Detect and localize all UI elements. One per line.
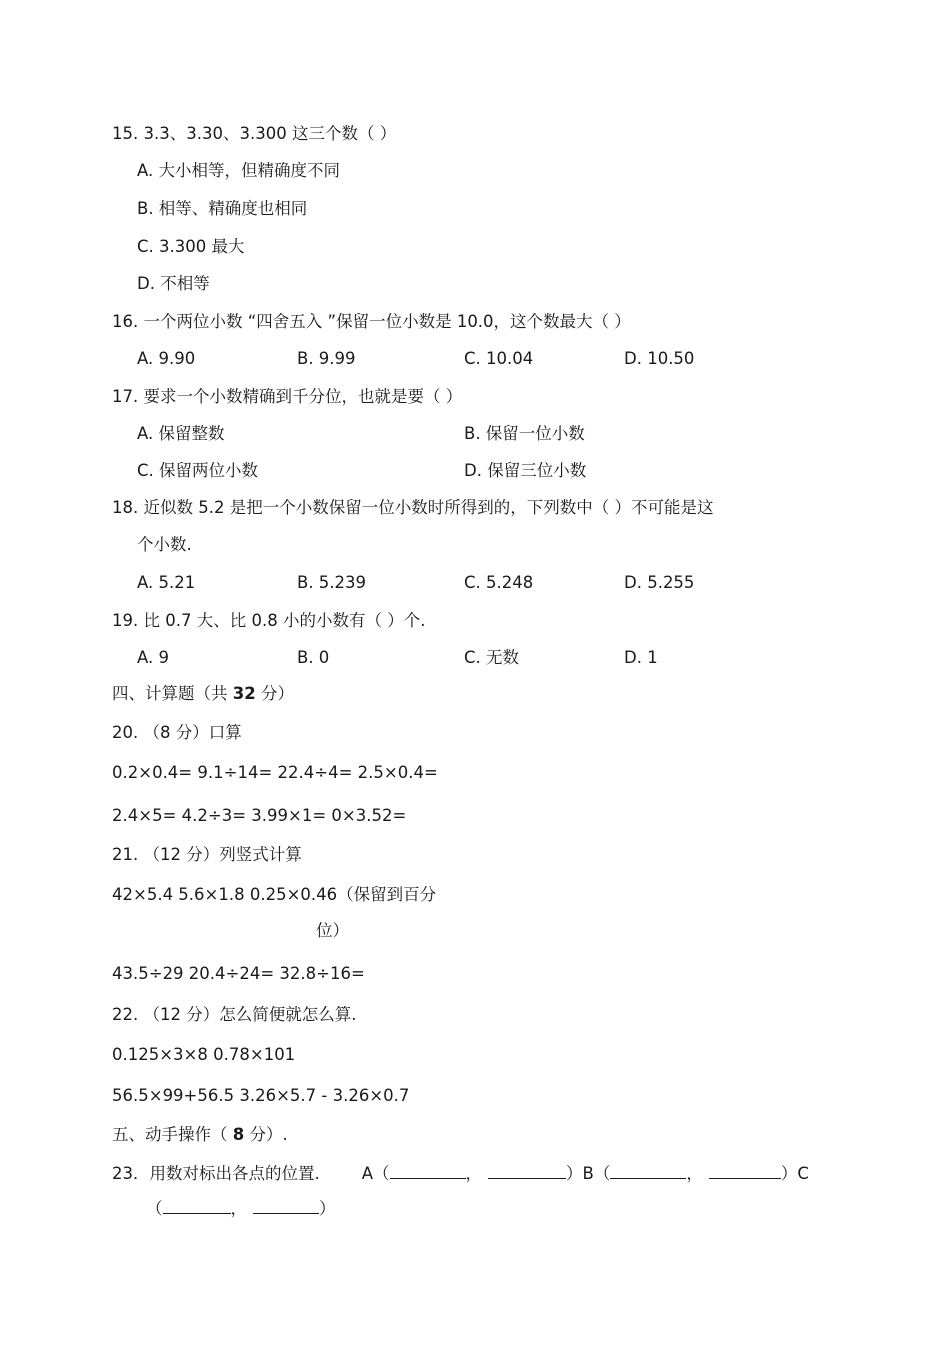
q18-option-a: A. 5.21 <box>137 573 196 592</box>
q20-stem: 20. （8 分）口算 <box>112 723 242 742</box>
q18-stem-line2: 个小数. <box>137 535 192 554</box>
q19-stem: 19. 比 0.7 大、比 0.8 小的小数有（ ）个. <box>112 611 426 630</box>
q18-option-d: D. 5.255 <box>624 573 695 592</box>
q23-stem: 23．用数对标出各点的位置. <box>112 1164 320 1183</box>
q21-row1: 42×5.4 5.6×1.8 0.25×0.46（保留到百分 <box>112 885 437 904</box>
q23-a-y-blank[interactable] <box>488 1164 566 1179</box>
q23-b-y-blank[interactable] <box>709 1164 781 1179</box>
q16-stem: 16. 一个两位小数 “四舍五入 ”保留一位小数是 10.0，这个数最大（ ） <box>112 312 631 331</box>
section5-points: 8 <box>232 1125 245 1144</box>
q16-option-b: B. 9.99 <box>297 349 356 368</box>
q19-option-b: B. 0 <box>297 648 330 667</box>
section4-heading: 四、计算题（共 32 分） <box>112 684 294 703</box>
q21-stem: 21. （12 分）列竖式计算 <box>112 845 302 864</box>
q17-option-d: D. 保留三位小数 <box>464 461 587 480</box>
q17-option-a: A. 保留整数 <box>137 424 225 443</box>
q17-option-c: C. 保留两位小数 <box>137 461 259 480</box>
q15-option-d: D. 不相等 <box>137 274 210 293</box>
q15-option-c: C. 3.300 最大 <box>137 237 245 256</box>
q15-option-b: B. 相等、精确度也相同 <box>137 199 308 218</box>
section4-points: 32 <box>232 684 256 703</box>
q22-stem: 22. （12 分）怎么简便就怎么算. <box>112 1005 357 1024</box>
q21-row2: 43.5÷29 20.4÷24= 32.8÷16= <box>112 964 365 983</box>
q23-line2: （ ， ） <box>146 1199 336 1218</box>
q19-option-c: C. 无数 <box>464 648 520 667</box>
q21-row1-cont: 位） <box>316 921 349 940</box>
q16-option-d: D. 10.50 <box>624 349 695 368</box>
q18-option-b: B. 5.239 <box>297 573 367 592</box>
q18-option-c: C. 5.248 <box>464 573 534 592</box>
q23-a-x-blank[interactable] <box>390 1164 466 1179</box>
q20-row1: 0.2×0.4= 9.1÷14= 22.4÷4= 2.5×0.4= <box>112 763 438 782</box>
q17-option-b: B. 保留一位小数 <box>464 424 585 443</box>
q19-option-d: D. 1 <box>624 648 658 667</box>
q23-line1: 23．用数对标出各点的位置. A（ ， ）B（ ， ）C <box>112 1164 809 1183</box>
q22-row2: 56.5×99+56.5 3.26×5.7 - 3.26×0.7 <box>112 1086 410 1105</box>
q23-c-x-blank[interactable] <box>163 1199 231 1214</box>
q19-option-a: A. 9 <box>137 648 169 667</box>
q18-stem-line1: 18. 近似数 5.2 是把一个小数保留一位小数时所得到的，下列数中（ ）不可能是这 <box>112 498 714 517</box>
q23-b-x-blank[interactable] <box>610 1164 686 1179</box>
q16-option-c: C. 10.04 <box>464 349 534 368</box>
q15-option-a: A. 大小相等，但精确度不同 <box>137 161 340 180</box>
q17-stem: 17. 要求一个小数精确到千分位，也就是要（ ） <box>112 387 463 406</box>
q16-option-a: A. 9.90 <box>137 349 196 368</box>
q22-row1: 0.125×3×8 0.78×101 <box>112 1045 296 1064</box>
section5-heading: 五、动手操作（ 8 分）. <box>112 1125 288 1144</box>
q23-c-y-blank[interactable] <box>253 1199 319 1214</box>
q15-stem: 15. 3.3、3.30、3.300 这三个数（ ） <box>112 124 397 143</box>
q20-row2: 2.4×5= 4.2÷3= 3.99×1= 0×3.52= <box>112 806 407 825</box>
